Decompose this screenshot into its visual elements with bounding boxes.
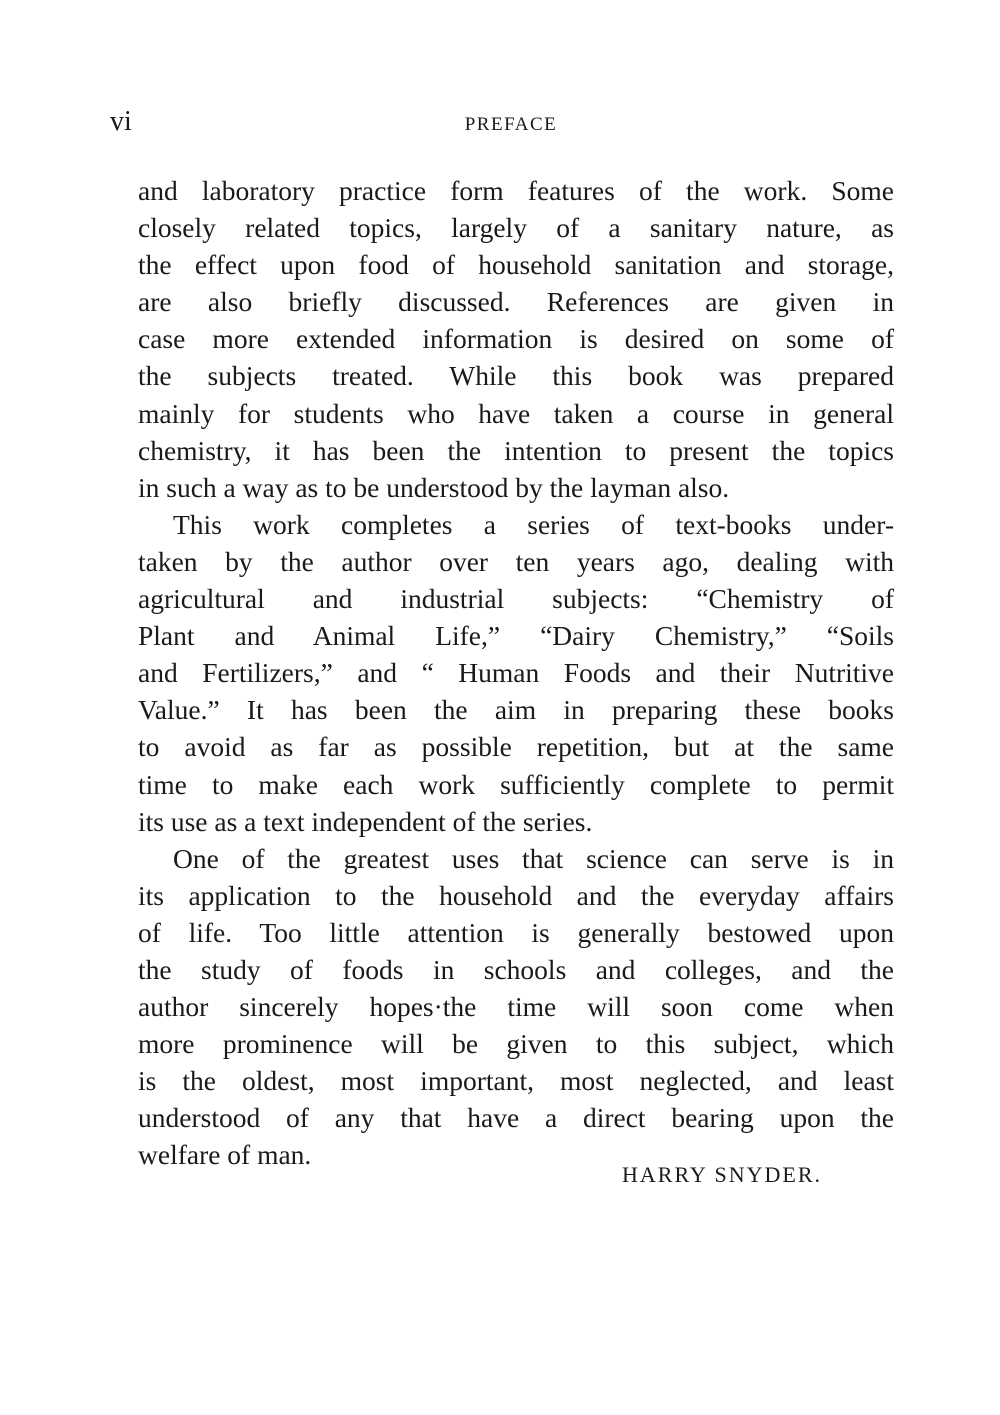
text-line: chemistry, it has been the intention to present the topics [138, 434, 894, 466]
text-line: This work completes a series of text-books under- [173, 508, 894, 540]
text-line: welfare of man. [138, 1139, 312, 1171]
text-line: Plant and Animal Life,” “Dairy Chemistry,” “Soils [138, 620, 894, 652]
signature: HARRY SNYDER. [622, 1162, 822, 1187]
text-line: of life. Too little attention is generally bestowed upon [138, 916, 894, 948]
text-line: and Fertilizers,” and “ Human Foods and their Nutritive [138, 657, 894, 689]
text-line: are also briefly discussed. References are given in [138, 286, 894, 318]
paragraph [138, 840, 894, 1174]
text-line: understood of any that have a direct bearing upon the [138, 1102, 894, 1134]
text-line: mainly for students who have taken a course in general [138, 397, 894, 429]
text-line: agricultural and industrial subjects: “Chemistry of [138, 583, 894, 615]
paragraph [138, 506, 894, 840]
paragraph [138, 172, 894, 506]
text-line: its use as a text independent of the series. [138, 805, 593, 837]
text-line: the subjects treated. While this book was prepared [138, 360, 894, 392]
running-title: PREFACE [464, 114, 558, 135]
text-line: One of the greatest uses that science can serve is in [173, 842, 894, 874]
text-line: closely related topics, largely of a sanitary nature, as [138, 212, 894, 244]
text-line: time to make each work sufficiently complete to permit [138, 768, 894, 800]
text-line: and laboratory practice form features of the work. Some [138, 175, 894, 206]
body-text [138, 172, 894, 1174]
text-line: more prominence will be given to this subject, which [138, 1028, 894, 1060]
text-line: the study of foods in schools and colleges, and the [138, 953, 894, 985]
text-line: case more extended information is desired on some of [138, 323, 894, 355]
text-line: in such a way as to be understood by the layman also. [138, 471, 730, 503]
text-line: to avoid as far as possible repetition, but at the same [138, 731, 894, 763]
text-line: taken by the author over ten years ago, dealing with [138, 545, 894, 577]
text-line: its application to the household and the everyday affairs [138, 879, 894, 911]
text-line: is the oldest, most important, most neglected, and least [138, 1065, 894, 1097]
text-line: author sincerely hopes·the time will soon come when [138, 991, 894, 1023]
text-line: the effect upon food of household sanitation and storage, [138, 249, 894, 281]
text-line: Value.” It has been the aim in preparing these books [138, 694, 894, 726]
page-number: vi [110, 106, 132, 137]
